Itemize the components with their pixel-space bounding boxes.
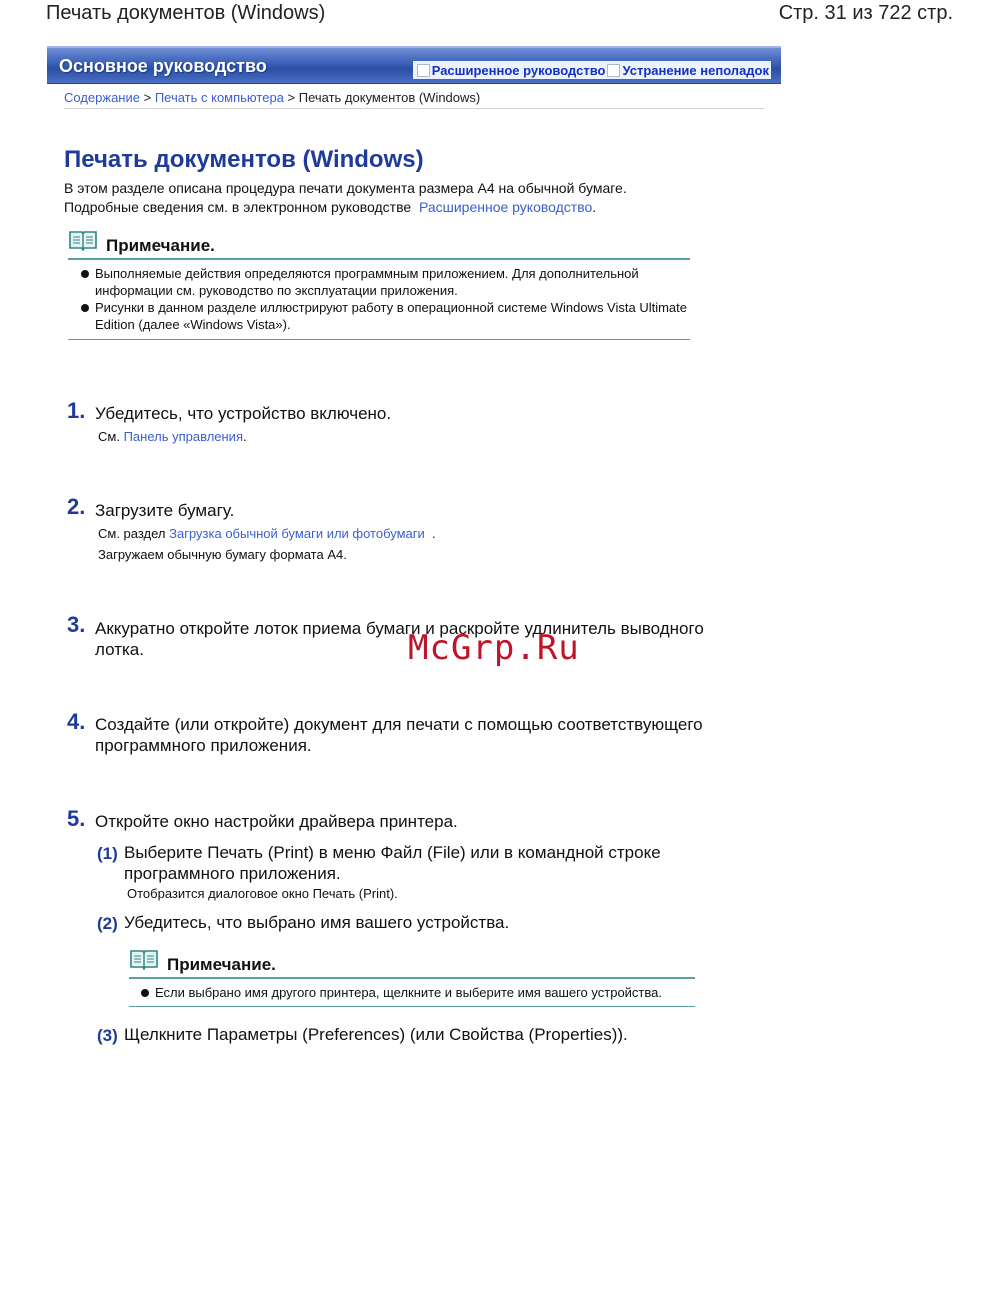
- troubleshooting-label: Устранение неполадок: [622, 62, 769, 78]
- step-2-detail: Загружаем обычную бумагу формата A4.: [98, 547, 347, 562]
- breadcrumb: [64, 90, 480, 105]
- substep-1-detail: Отобразится диалоговое окно Печать (Print).: [127, 886, 398, 901]
- reference-prefix: См.: [98, 429, 120, 444]
- breadcrumb-contents-link[interactable]: Содержание: [64, 90, 140, 105]
- intro-line-2: [64, 198, 627, 217]
- step-number: 2.: [67, 494, 86, 519]
- step-3: [67, 612, 85, 638]
- step-2: [67, 494, 85, 520]
- reference-end: .: [243, 429, 247, 444]
- note-bottom-rule: [68, 339, 690, 340]
- note-header: [68, 229, 690, 256]
- breadcrumb-separator: >: [283, 90, 299, 105]
- breadcrumb-separator: >: [139, 90, 155, 105]
- bullet-dot-icon: [81, 270, 89, 278]
- note-box-1: [68, 229, 690, 340]
- note-bullet: [81, 299, 690, 333]
- troubleshooting-link[interactable]: [607, 63, 769, 78]
- bullet-dot-icon: [141, 989, 149, 997]
- note-bottom-rule: [129, 1006, 695, 1007]
- substep-3-text: Щелкните Параметры (Preferences) (или Свойства (Properties)).: [124, 1025, 628, 1044]
- breadcrumb-current: Печать документов (Windows): [298, 90, 481, 105]
- square-icon: [417, 64, 430, 77]
- control-panel-link[interactable]: Панель управления: [123, 429, 243, 444]
- step-2-reference: [98, 526, 436, 541]
- bullet-dot-icon: [81, 304, 89, 312]
- intro-line-2-text: Подробные сведения см. в электронном руководстве: [64, 199, 412, 215]
- book-icon: [129, 948, 159, 975]
- step-1-text: Убедитесь, что устройство включено.: [95, 404, 392, 423]
- step-3-text: Аккуратно откройте лоток приема бумаги и раскройте удлинитель выводного лотка.: [95, 619, 704, 659]
- document-title: Печать документов (Windows): [46, 2, 326, 24]
- note-bullet-text: Если выбрано имя другого принтера, щелкните и выберите имя вашего устройства.: [155, 985, 662, 1000]
- note-box-2: [129, 948, 695, 1007]
- substep-2-text: Убедитесь, что выбрано имя вашего устройства.: [124, 913, 510, 932]
- substep-number: (1): [97, 844, 118, 863]
- step-4-text: Создайте (или откройте) документ для печати с помощью соответствующего программного приложения.: [95, 715, 703, 755]
- step-4: [67, 709, 85, 735]
- step-1-reference: [98, 429, 247, 444]
- advanced-guide-link[interactable]: [417, 63, 606, 78]
- note-title: Примечание.: [106, 236, 215, 255]
- substep-1-text: Выберите Печать (Print) в меню Файл (File) или в командной строке программного приложения.: [124, 843, 661, 883]
- square-icon: [607, 64, 620, 77]
- note-bullets: [129, 979, 695, 1006]
- step-number: 1.: [67, 398, 86, 423]
- intro-text: [64, 179, 627, 217]
- step-number: 4.: [67, 709, 86, 734]
- substep-number: (3): [97, 1026, 118, 1045]
- note-bullet: [141, 984, 695, 1001]
- intro-line-1: В этом разделе описана процедура печати документа размера А4 на обычной бумаге.: [64, 180, 627, 196]
- breadcrumb-print-from-computer-link[interactable]: Печать с компьютера: [154, 90, 284, 105]
- advanced-guide-inline-link[interactable]: Расширенное руководство: [418, 199, 593, 215]
- note-bullet-text: Рисунки в данном разделе иллюстрируют работу в операционной системе Windows Vista Ultimate Edition (далее «Windows Vista»).: [95, 300, 688, 332]
- step-5-text: Откройте окно настройки драйвера принтера.: [95, 812, 458, 831]
- banner-title: Основное руководство: [59, 56, 267, 76]
- page-counter: Стр. 31 из 722 стр.: [778, 2, 953, 24]
- advanced-guide-label: Расширенное руководство: [431, 62, 606, 78]
- note-title: Примечание.: [167, 955, 276, 974]
- step-5: [67, 806, 85, 832]
- page-heading: Печать документов (Windows): [64, 146, 424, 173]
- substep-number: (2): [97, 914, 118, 933]
- watermark: McGrp.Ru: [408, 628, 580, 668]
- intro-end: .: [592, 199, 597, 215]
- guide-banner: [47, 46, 781, 84]
- note-bullet: [81, 265, 690, 299]
- step-1: [67, 398, 85, 424]
- step-number: 3.: [67, 612, 86, 637]
- load-paper-link[interactable]: Загрузка обычной бумаги или фотобумаги: [169, 526, 425, 541]
- banner-links: [413, 61, 771, 79]
- step-2-text: Загрузите бумагу.: [95, 501, 235, 520]
- note-header: [129, 948, 695, 975]
- reference-prefix: См. раздел: [98, 526, 166, 541]
- reference-end: .: [432, 526, 436, 541]
- book-icon: [68, 229, 98, 256]
- note-bullets: [68, 260, 690, 339]
- note-bullet-text: Выполняемые действия определяются программным приложением. Для дополнительной информации см. руководство по эксплуатации приложения.: [95, 266, 639, 298]
- breadcrumb-divider: [64, 108, 764, 109]
- step-number: 5.: [67, 806, 86, 831]
